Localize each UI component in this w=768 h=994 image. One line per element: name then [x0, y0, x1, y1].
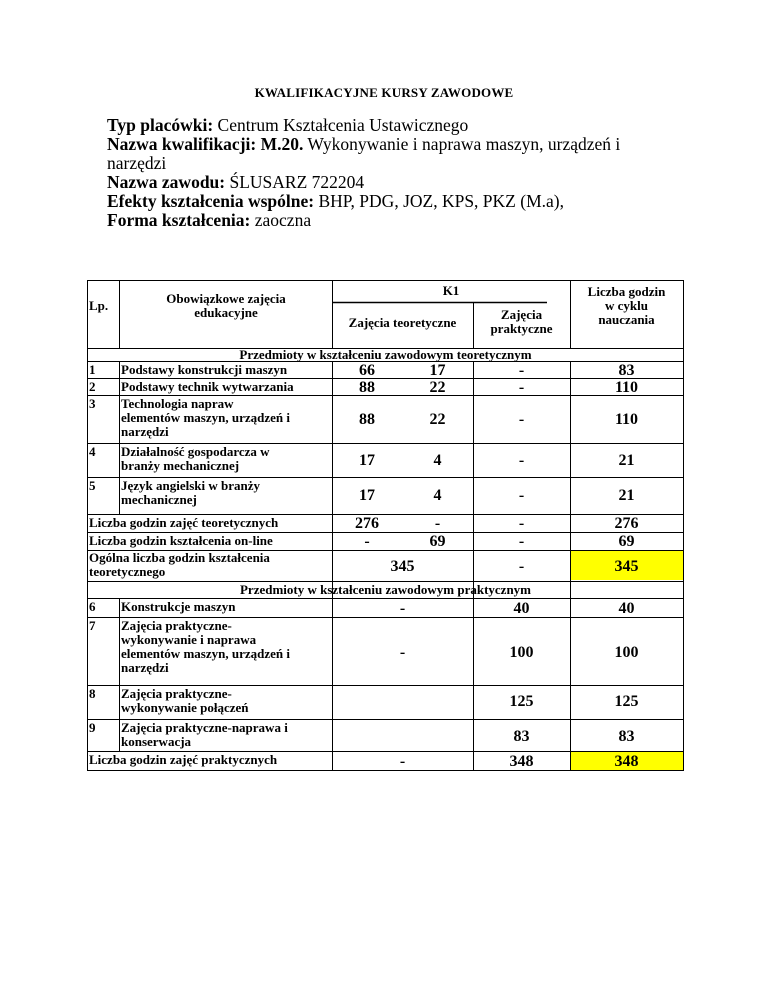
info-form: Forma kształcenia: zaoczna	[107, 210, 312, 230]
hours-cell: 21	[618, 452, 635, 469]
header-theory: Zajęcia teoretyczne	[348, 315, 457, 330]
theory-b-cell: 4	[433, 452, 442, 469]
info-type: Typ placówki: Centrum Kształcenia Ustawicznego	[107, 115, 469, 135]
lp-cell: 7	[89, 618, 96, 633]
theory-b-cell: 22	[429, 411, 446, 428]
lp-cell: 3	[89, 396, 96, 411]
theory-cell: -	[399, 753, 406, 770]
theory-a-cell: 17	[359, 487, 375, 504]
info-common-effects: Efekty kształcenia wspólne: BHP, PDG, JOZ, KPS, PKZ (M.a),	[107, 191, 564, 211]
lp-cell: 4	[89, 444, 96, 459]
theory-b-cell: 17	[429, 362, 446, 379]
lp-cell: 9	[89, 720, 96, 735]
section-theory: Przedmioty w kształceniu zawodowym teoretycznym	[239, 347, 532, 362]
practice-cell: -	[518, 362, 525, 379]
theory-a-cell: 88	[359, 379, 375, 396]
subject-cell: Działalność gospodarcza w branży mechanicznej	[121, 444, 270, 473]
hours-cell: 69	[618, 533, 635, 550]
info-profession: Nazwa zawodu: ŚLUSARZ 722204	[107, 172, 365, 192]
subject-cell: Zajęcia praktyczne- wykonywanie połączeń	[121, 686, 249, 715]
theory-b-cell: 4	[433, 487, 442, 504]
theory-a-cell: -	[364, 533, 370, 550]
theory-cell: -	[399, 644, 406, 661]
theory-a-cell: 66	[359, 362, 375, 379]
lp-cell: 1	[89, 362, 96, 377]
practice-cell: 83	[513, 728, 530, 745]
practice-cell: 40	[513, 600, 530, 617]
practice-cell: 100	[509, 644, 534, 661]
subject-cell: Podstawy technik wytwarzania	[121, 379, 294, 394]
subject-cell: Technologia napraw elementów maszyn, urządzeń i narzędzi	[121, 396, 290, 439]
subject-cell: Podstawy konstrukcji maszyn	[121, 362, 288, 377]
header-lp: Lp.	[89, 298, 109, 313]
hours-cell: 40	[618, 600, 635, 617]
summary-label: Ogólna liczba godzin kształcenia teoretycznego	[89, 550, 270, 579]
hours-cell: 83	[618, 728, 635, 745]
practice-cell: -	[518, 379, 525, 396]
hours-cell: 345	[614, 558, 639, 575]
info-qualification: Nazwa kwalifikacji: M.20. Wykonywanie i naprawa maszyn, urządzeń i narzędzi	[107, 134, 621, 173]
practice-cell: -	[518, 411, 525, 428]
hours-cell: 100	[614, 644, 639, 661]
theory-b-cell: 69	[429, 533, 446, 550]
hours-cell: 110	[614, 379, 639, 396]
theory-a-cell: 276	[355, 515, 379, 532]
practice-cell: -	[518, 487, 525, 504]
lp-cell: 5	[89, 478, 96, 493]
summary-label: Liczba godzin zajęć teoretycznych	[89, 515, 279, 530]
header-practice: Zajęcia praktyczne	[490, 307, 553, 336]
lp-cell: 2	[89, 379, 96, 394]
lp-cell: 8	[89, 686, 96, 701]
section-practice: Przedmioty w kształceniu zawodowym praktycznym	[239, 582, 531, 597]
practice-cell: 125	[509, 693, 534, 710]
theory-a-cell: 17	[359, 452, 375, 469]
subject-cell: Zajęcia praktyczne-naprawa i konserwacja	[121, 720, 288, 749]
theory-b-cell: -	[434, 515, 441, 532]
hours-cell: 21	[618, 487, 635, 504]
subject-cell: Zajęcia praktyczne- wykonywanie i naprawa elementów maszyn, urządzeń i narzędzi	[121, 618, 290, 675]
hours-cell: 125	[614, 693, 639, 710]
theory-cell: -	[399, 600, 406, 617]
hours-cell: 348	[614, 753, 639, 770]
summary-label: Liczba godzin zajęć praktycznych	[89, 752, 278, 767]
practice-cell: -	[518, 515, 525, 532]
lp-cell: 6	[89, 599, 96, 614]
hours-cell: 276	[614, 515, 639, 532]
practice-cell: -	[518, 558, 525, 575]
theory-a-cell: 88	[359, 411, 375, 428]
header-hours: Liczba godzin w cyklu nauczania	[587, 284, 666, 327]
header-k1: K1	[442, 283, 460, 298]
curriculum-table	[87, 280, 684, 771]
info-block	[107, 116, 647, 230]
hours-cell: 110	[614, 411, 639, 428]
practice-cell: -	[518, 533, 525, 550]
document-title: KWALIFIKACYJNE KURSY ZAWODOWE	[254, 85, 514, 100]
header-subject: Obowiązkowe zajęcia edukacyjne	[166, 291, 286, 320]
summary-label: Liczba godzin kształcenia on-line	[89, 533, 273, 548]
practice-cell: -	[518, 452, 525, 469]
practice-cell: 348	[509, 753, 534, 770]
theory-cell: 345	[390, 558, 415, 575]
subject-cell: Konstrukcje maszyn	[121, 599, 236, 614]
theory-b-cell: 22	[429, 379, 446, 396]
subject-cell: Język angielski w branży mechanicznej	[121, 478, 261, 507]
hours-cell: 83	[618, 362, 635, 379]
